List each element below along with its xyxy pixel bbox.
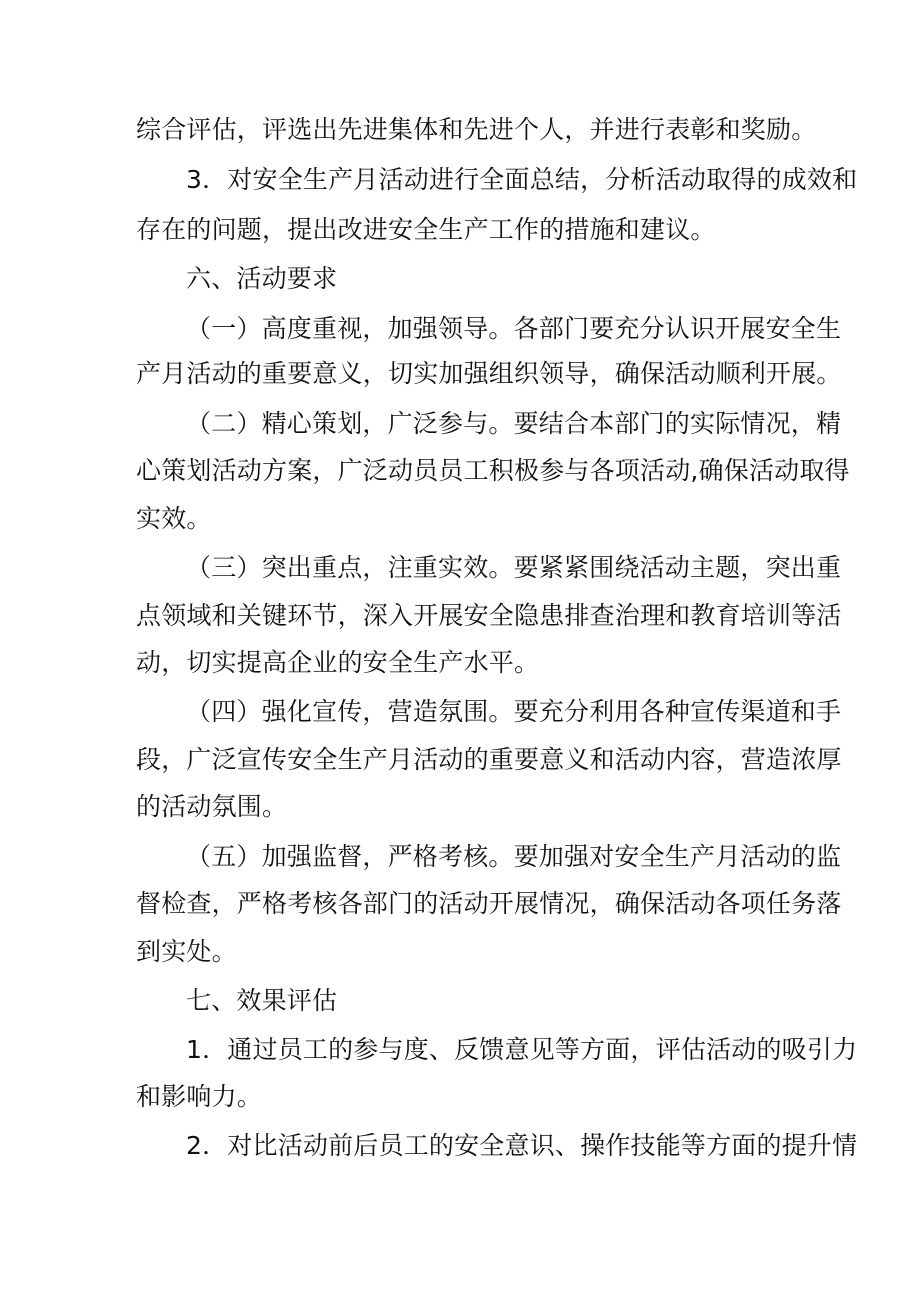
text-line: 和影响力。	[136, 1082, 263, 1111]
text-line: （三）突出重点，注重实效。要紧紧围绕活动主题，突出重	[186, 553, 842, 582]
text-line: 动，切实提高企业的安全生产水平。	[136, 648, 540, 677]
text-line: 2．对比活动前后员工的安全意识、操作技能等方面的提升情	[186, 1131, 858, 1160]
text-line: （二）精心策划，广泛参与。要结合本部门的实际情况，精	[186, 409, 842, 438]
text-line: 心策划活动方案，广泛动员员工积极参与各项活动,确保活动取得	[136, 456, 850, 485]
section-heading: 六、活动要求	[186, 264, 338, 293]
text-line: 1．通过员工的参与度、反馈意见等方面，评估活动的吸引力	[186, 1035, 858, 1064]
text-line: （一）高度重视，加强领导。各部门要充分认识开展安全生	[186, 314, 842, 343]
text-line: 存在的问题，提出改进安全生产工作的措施和建议。	[136, 215, 716, 244]
text-line: 产月活动的重要意义，切实加强组织领导，确保活动顺利开展。	[136, 359, 842, 388]
text-line: 综合评估，评选出先进集体和先进个人，并进行表彰和奖励。	[136, 115, 817, 144]
section-heading: 七、效果评估	[186, 986, 338, 1015]
text-line: 3．对安全生产月活动进行全面总结，分析活动取得的成效和	[186, 165, 858, 194]
text-line: 到实处。	[136, 937, 237, 966]
text-line: （四）强化宣传，营造氛围。要充分利用各种宣传渠道和手	[186, 697, 842, 726]
text-line: 段，广泛宣传安全生产月活动的重要意义和活动内容，营造浓厚	[136, 745, 842, 774]
text-line: 点领域和关键环节，深入开展安全隐患排查治理和教育培训等活	[136, 601, 842, 630]
text-line: （五）加强监督，严格考核。要加强对安全生产月活动的监	[186, 842, 842, 871]
text-line: 实效。	[136, 504, 212, 533]
text-line: 督检查，严格考核各部门的活动开展情况，确保活动各项任务落	[136, 889, 842, 918]
text-line: 的活动氛围。	[136, 792, 288, 821]
